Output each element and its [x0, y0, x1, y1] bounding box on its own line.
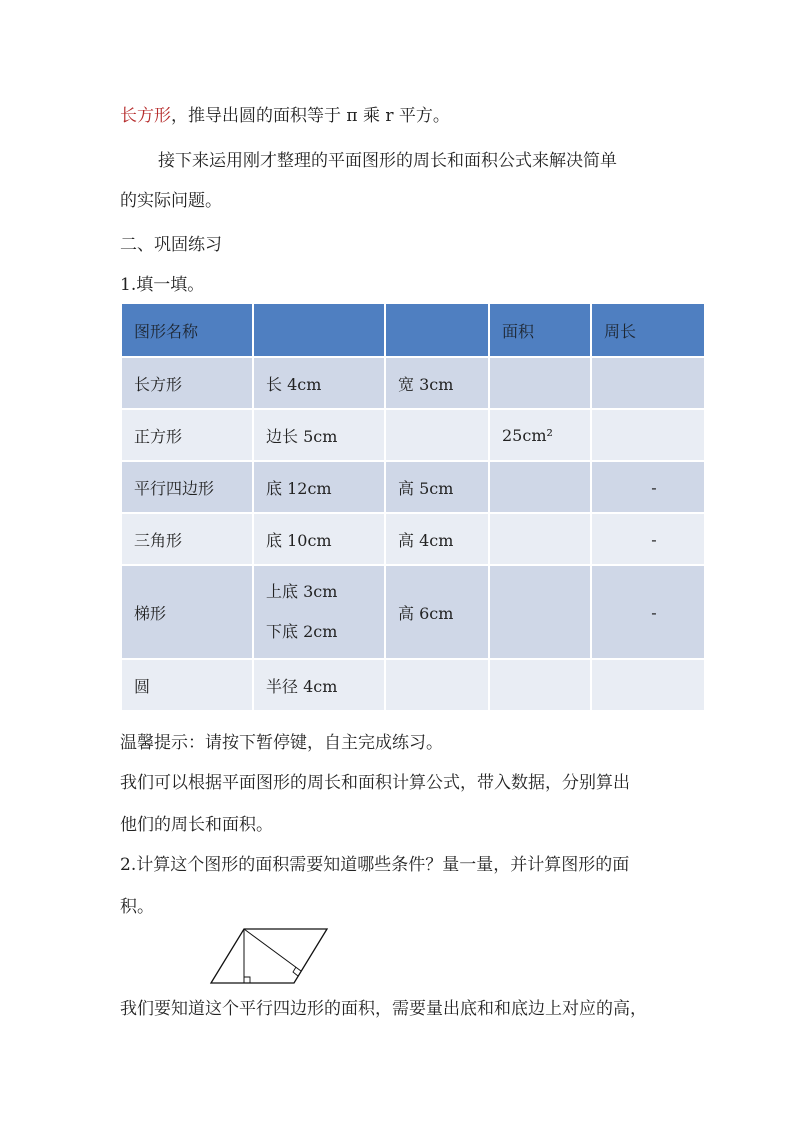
right-angle-mark-base	[244, 977, 250, 983]
paragraph-line-8: 他们的周长和面积。	[120, 815, 273, 835]
line-text: ，推导出圆的面积等于 π 乘 r 平方。	[171, 106, 450, 126]
perimeter-cell	[592, 410, 704, 462]
area-cell	[490, 514, 590, 566]
table-cell: 高 4cm	[386, 514, 488, 566]
shape-name: 三角形	[122, 514, 252, 566]
perimeter-cell	[592, 660, 704, 712]
table-cell: 底 12cm	[254, 462, 384, 514]
header-cell	[386, 304, 488, 358]
shapes-table	[120, 304, 706, 712]
area-cell	[490, 462, 590, 514]
shape-name: 正方形	[122, 410, 252, 462]
perimeter-cell: -	[592, 514, 704, 566]
table-cell: 底 10cm	[254, 514, 384, 566]
parallelogram-figure	[208, 926, 332, 986]
perimeter-cell: -	[592, 566, 704, 660]
table-row	[122, 410, 704, 462]
header-cell: 面积	[490, 304, 590, 358]
table-row	[122, 358, 704, 410]
table-row	[122, 462, 704, 514]
exercise-1-title: 1.填一填。	[120, 275, 205, 295]
exercise-2-line-1: 2.计算这个图形的面积需要知道哪些条件？量一量，并计算图形的面	[120, 855, 630, 875]
highlighted-term: 长方形	[120, 106, 171, 126]
area-cell	[490, 566, 590, 660]
paragraph-line-7: 我们可以根据平面图形的周长和面积计算公式，带入数据，分别算出	[120, 773, 630, 793]
bottom-base-text: 下底 2cm	[266, 622, 338, 641]
area-cell: 25cm²	[490, 410, 590, 462]
table-cell: 宽 3cm	[386, 358, 488, 410]
shape-name: 平行四边形	[122, 462, 252, 514]
shape-name: 圆	[122, 660, 252, 712]
table-row	[122, 566, 704, 660]
paragraph-line-11: 我们要知道这个平行四边形的面积，需要量出底和和底边上对应的高，	[120, 999, 647, 1019]
shape-name: 梯形	[122, 566, 252, 660]
perimeter-cell	[592, 358, 704, 410]
table-cell	[254, 566, 384, 660]
area-cell	[490, 358, 590, 410]
exercise-2-line-2: 积。	[120, 897, 154, 917]
header-cell	[254, 304, 384, 358]
table-cell	[386, 410, 488, 462]
top-base-text: 上底 3cm	[266, 582, 338, 601]
table-cell: 边长 5cm	[254, 410, 384, 462]
table-row	[122, 660, 704, 712]
table-cell: 半径 4cm	[254, 660, 384, 712]
table-row	[122, 514, 704, 566]
table-cell: 长 4cm	[254, 358, 384, 410]
section-heading: 二、巩固练习	[120, 235, 222, 255]
area-cell	[490, 660, 590, 712]
header-cell: 周长	[592, 304, 704, 358]
table-cell: 高 6cm	[386, 566, 488, 660]
parallelogram-outline	[211, 929, 327, 983]
tip-line: 温馨提示：请按下暂停键，自主完成练习。	[120, 733, 443, 753]
height-to-side	[244, 929, 301, 971]
shape-name: 长方形	[122, 358, 252, 410]
table-header-row	[122, 304, 704, 358]
paragraph-line-2: 接下来运用刚才整理的平面图形的周长和面积公式来解决简单	[158, 151, 617, 171]
paragraph-line-1	[120, 104, 450, 128]
table-cell: 高 5cm	[386, 462, 488, 514]
perimeter-cell: -	[592, 462, 704, 514]
table-cell	[386, 660, 488, 712]
paragraph-line-3: 的实际问题。	[120, 191, 222, 211]
header-cell: 图形名称	[122, 304, 252, 358]
